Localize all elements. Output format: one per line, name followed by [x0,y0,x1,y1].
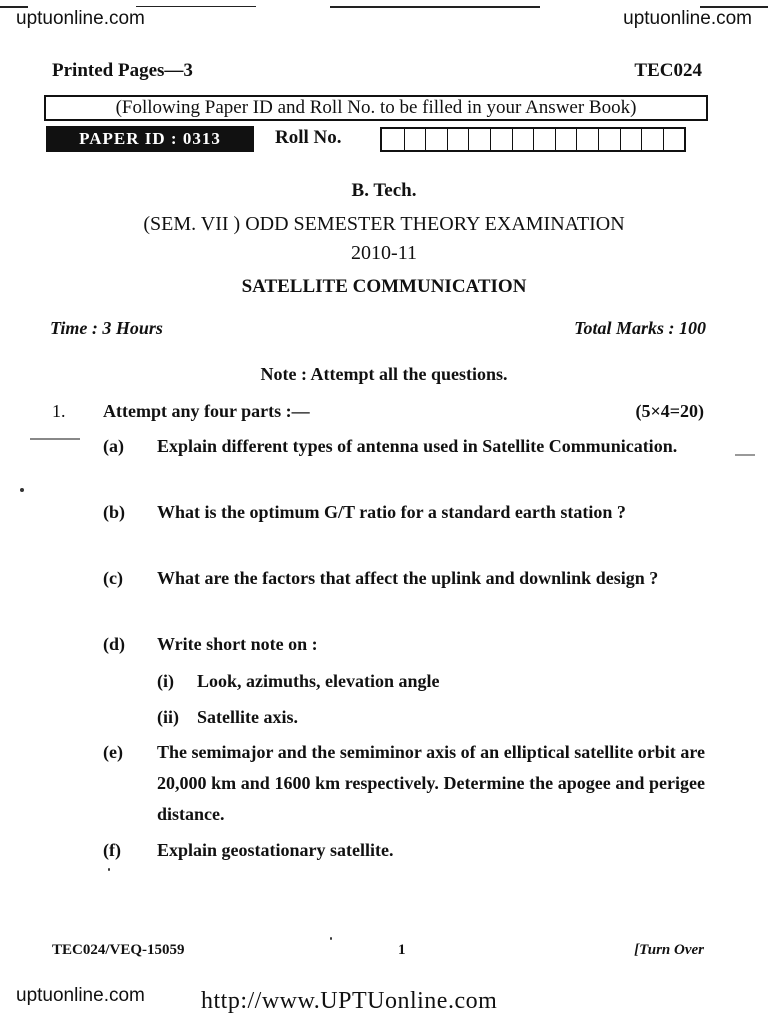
paper-id-badge: PAPER ID : 0313 [46,126,254,152]
roll-no-box [576,129,598,150]
intro-four: four [204,401,237,421]
part-label: (c) [103,568,123,588]
page-number: 1 [398,942,406,958]
roll-no-boxes [380,127,686,152]
roll-no-box [598,129,620,150]
scan-smudge [30,438,80,440]
roll-no-box [468,129,490,150]
scan-line [330,6,540,8]
part-text: What is the optimum G/T ratio for a standard earth station ? [157,502,626,522]
time-allowed: Time : 3 Hours [50,318,163,338]
watermark-bottom-left: uptuonline.com [16,985,145,1006]
turn-over: [Turn Over [634,942,704,958]
note-text-2: the questions. [397,364,508,384]
watermark-top-left: uptuonline.com [16,8,145,29]
note-text-1: Attempt [310,364,379,384]
roll-no-box [447,129,469,150]
question-number: 1. [52,401,66,421]
part-text: Explain geostationary satellite. [157,840,394,860]
part-text: What are the factors that affect the uplink and downlink design ? [157,568,659,588]
note-label: Note : [260,364,311,384]
roll-no-box [641,129,663,150]
printed-pages: Printed Pages—3 [52,60,193,81]
scan-speck [108,868,110,871]
subpart-label: (ii) [157,707,179,727]
scan-smudge [735,454,755,456]
roll-no-box [404,129,426,150]
part-label: (a) [103,436,124,456]
instruction-box: (Following Paper ID and Roll No. to be filled in your Answer Book) [44,95,708,121]
roll-no-box [555,129,577,150]
roll-no-box [620,129,642,150]
note-all: all [378,364,398,384]
subpart-label: (i) [157,671,174,691]
scan-speck [330,937,332,940]
part-label: (e) [103,742,123,762]
part-text: Explain different types of antenna used in Satellite Communication. [157,436,678,456]
part-label: (f) [103,840,121,860]
roll-no-box [512,129,534,150]
scan-speck [20,488,24,492]
subpart-text: Look, azimuths, elevation angle [197,671,440,691]
part-text: Write short note on : [157,634,318,654]
roll-no-label: Roll No. [275,127,342,148]
exam-year: 2010-11 [351,242,417,264]
question-marks: (5×4=20) [635,401,704,421]
watermark-url: http://www.UPTUonline.com [201,988,498,1014]
total-marks: Total Marks : 100 [574,318,706,338]
roll-no-box [533,129,555,150]
intro-b: parts :— [236,401,310,421]
roll-no-box [663,129,685,150]
question-intro [103,396,310,426]
roll-no-box [425,129,447,150]
degree-title: B. Tech. [351,180,417,201]
footer-code: TEC024/VEQ-15059 [52,942,185,958]
exam-title: (SEM. VII ) ODD SEMESTER THEORY EXAMINATION [143,213,625,235]
roll-no-box [490,129,512,150]
scan-line [136,6,256,7]
part-text: The semimajor and the semiminor axis of an elliptical satellite orbit are 20,000 km and 1600 km respectively. Determine the apogee and perigee distance. [157,742,705,824]
part-label: (b) [103,502,125,522]
subpart-text: Satellite axis. [197,707,298,727]
part-label: (d) [103,634,125,654]
subject-title: SATELLITE COMMUNICATION [241,276,527,297]
intro-a: Attempt any [103,401,204,421]
roll-no-box [382,129,404,150]
watermark-top-right: uptuonline.com [623,8,752,29]
note-line [0,364,768,385]
paper-code: TEC024 [634,60,702,81]
